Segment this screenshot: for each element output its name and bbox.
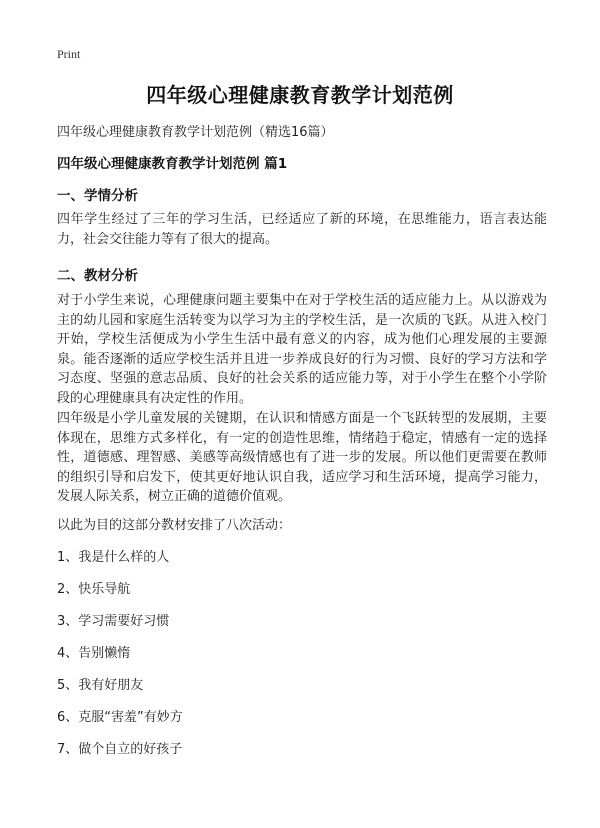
heading-material-analysis: 二、教材分析 [57,268,138,284]
list-item: 5、我有好朋友 [57,678,144,693]
list-item: 1、我是什么样的人 [57,550,170,565]
print-link[interactable]: Print [57,47,81,61]
page-title: 四年级心理健康教育教学计划范例 [146,83,454,107]
list-item: 4、告别懒惰 [57,646,131,661]
paragraph-activities-intro [57,516,547,536]
paragraph-material-analysis [57,291,547,408]
paragraph-learning-analysis [57,210,547,249]
document-subtitle: 四年级心理健康教育教学计划范例（精选16篇） [57,125,334,140]
paragraph-grade-four [57,409,547,507]
paragraph-text: 四年学生经过了三年的学习生活，已经适应了新的环境，在思维能力，语言表达能力，社会交往能力等有了很大的提高。 [57,212,547,247]
paragraph-text: 对于小学生来说，心理健康问题主要集中在对于学校生活的适应能力上。从以游戏为主的幼儿园和家庭生活转变为以学习为主的学校生活，是一次质的飞跃。从进入校门开始，学校生活便成为小学生生活中最有意义的内容，成为他们心理发展的主要源泉。能否逐渐的适应学校生活并且进一步养成良好的行为习惯、良好的学习方法和学习态度、坚强的意志品质、良好的社会关系的适应能力等，对于小学生在整个小学阶段的心理健康具有决定性的作用。 [57,293,547,406]
list-item: 2、快乐导航 [57,582,131,597]
heading-learning-analysis: 一、学情分析 [57,188,138,204]
paragraph-text: 四年级是小学儿童发展的关键期，在认识和情感方面是一个飞跃转型的发展期，主要体现在，思维方式多样化，有一定的创造性思维，情绪趋于稳定，情感有一定的选择性，道德感、理智感、美感等高级情感也有了进一步的发展。所以他们更需要在教师的组织引导和启发下，使其更好地认识自我，适应学习和生活环境，提高学习能力，发展人际关系，树立正确的道德价值观。 [57,411,547,504]
section-title: 四年级心理健康教育教学计划范例 篇1 [57,156,288,172]
paragraph-text: 以此为目的这部分教材安排了八次活动： [57,518,292,533]
list-item: 3、学习需要好习惯 [57,614,170,629]
list-item: 6、克服“害羞”有妙方 [57,710,183,725]
list-item: 7、做个自立的好孩子 [57,742,183,757]
